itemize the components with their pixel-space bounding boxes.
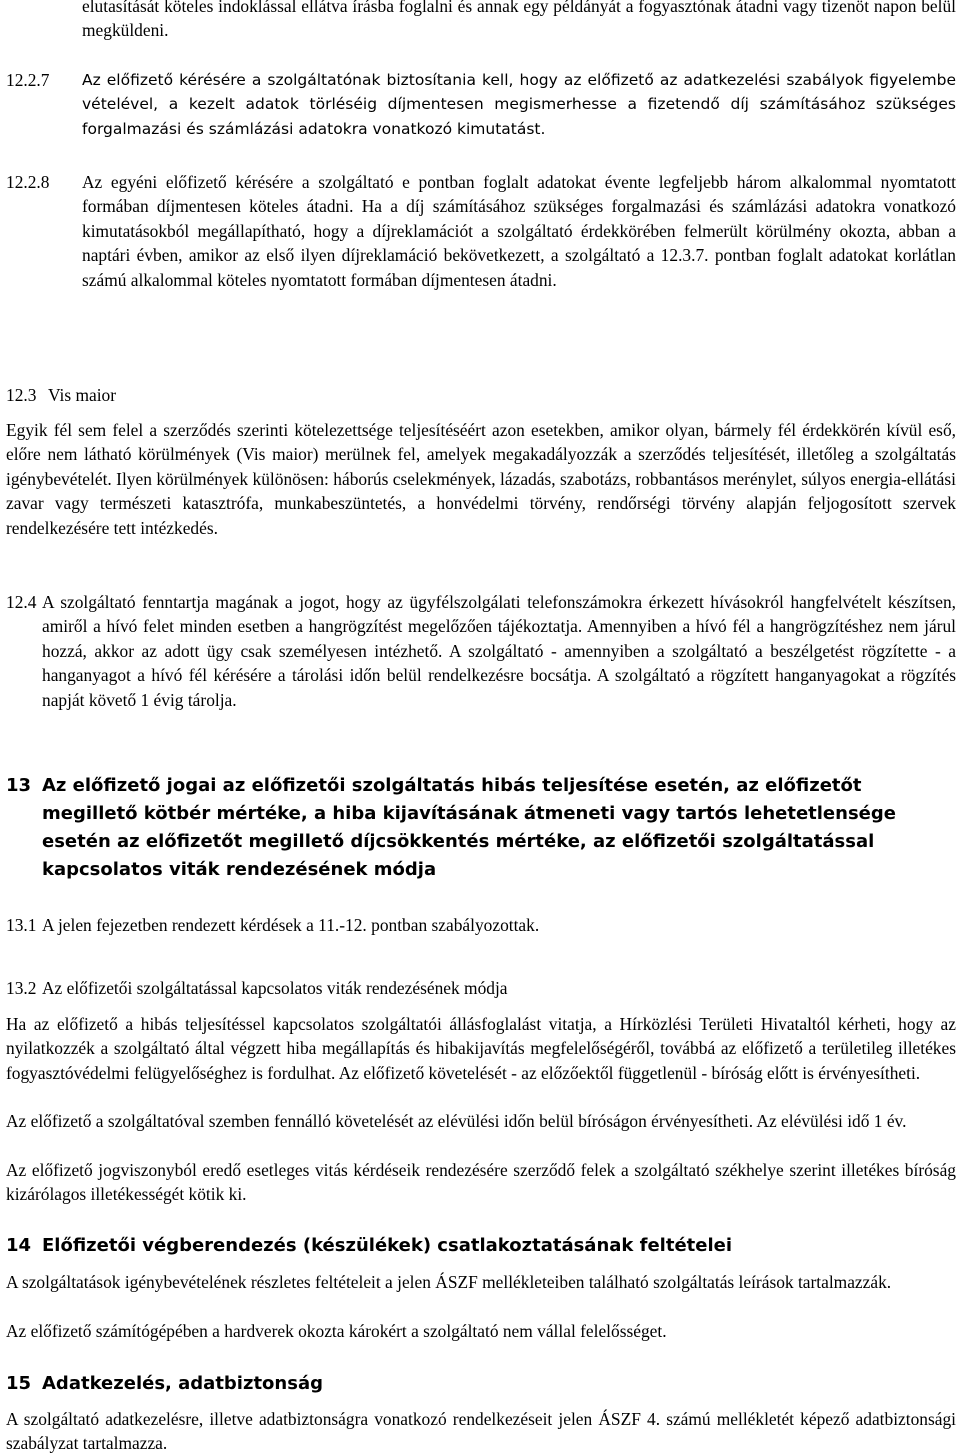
section-title: Az előfizetői szolgáltatással kapcsolatos viták rendezésének módja <box>42 978 508 998</box>
chapter-title: Adatkezelés, adatbiztonság <box>42 1373 323 1394</box>
chapter-13-heading <box>6 772 956 884</box>
section-12-3-body: Egyik fél sem felel a szerződés szerinti kötelezettsége teljesítéséért azon esetekben, amikor olyan, bármely fél érdekkörén kívül eső, előre nem látható körülmények (Vis maior) merülnek fel, amelyek megakadályozzák a szerződés teljesítését, illetőleg a szolgáltatás igénybevételét. Ilyen körülmények különösen: háborús cselekmények, lázadás, szabotázs, robbantásos merénylet, súlyos energia-ellátási zavar vagy természeti katasztrófa, munkabeszüntetés, a honvédelmi törvény, rendőrségi törvény alapján feljogosított szervek rendelkezésére tett intézkedés. <box>6 420 956 538</box>
section-text: A szolgáltató fenntartja magának a jogot, hogy az ügyfélszolgálati telefonszámokra érkezett hívásokról hangfelvételt készítsen, amiről a hívó felet minden esetben a hangrögzítést megelőzően tájékoztatja. Amennyiben a hívó fél a hangrögzítéshez nem járul hozzá, akkor az adott ügy csak személyesen intézhető. A szolgáltató - amennyiben a szolgáltató a beszélgetést rögzítette - a hanganyagot a hívó fél kérésére a tárolási időn belül rendelkezésre bocsátja. A szolgáltató a rögzített hanganyagokat a rögzítés napját követő 1 évig tárolja. <box>42 592 956 710</box>
section-text: Az egyéni előfizető kérésére a szolgáltató e pontban foglalt adatokat évente legfeljebb három alkalommal nyomtatott formában díjmentesen köteles átadni. Ha a díj számításához szükséges forgalmazási és számlázási adatokra vonatkozó kimutatásokból megállapítható, hogy a díjreklamációt a szolgáltató érdekkörében felmerült körülmény okozta, abban a naptári évben, amikor az első ilyen díjreklamáció bekövetkezett, a szolgáltató a 12.3.7. pontban foglalt adatokat korlátlan számú alkalommal köteles nyomtatott formában díjmentesen átadni. <box>82 172 956 290</box>
chapter-15-heading <box>6 1370 323 1398</box>
chapter-14-paragraph-1: A szolgáltatások igénybevételének részletes feltételeit a jelen ÁSZF mellékleteiben található szolgáltatás leírások tartalmazzák. <box>6 1272 892 1292</box>
chapter-15-paragraph-1: A szolgáltató adatkezelésre, illetve adatbiztonságra vonatkozó rendelkezéseit jelen ÁSZF 4. számú mellékletét képező adatbiztonsági szabályzat tartalmazza. <box>6 1409 956 1454</box>
chapter-number: 14 <box>6 1235 32 1256</box>
section-12-4 <box>6 590 956 712</box>
section-13-2-paragraph-1: Ha az előfizető a hibás teljesítéssel kapcsolatos szolgáltatói állásfoglalást vitatja, a Hírközlési Területi Hivataltól kérheti, hogy az nyilatkozzék a szolgáltató által végzett hiba megállapítás és hibakijavítás megfelelőségéről, továbbá az előfizető a területileg illetékes fogyasztóvédelmi felügyelőséghez is fordulhat. Az előfizető követelését - az előzőektől függetlenül - bíróság előtt is érvényesítheti. <box>6 1014 956 1083</box>
section-title: Vis maior <box>48 385 117 405</box>
section-12-3-heading <box>6 383 116 407</box>
section-13-2-heading <box>6 976 508 1000</box>
section-12-2-8 <box>6 170 956 292</box>
chapter-title: Előfizetői végberendezés (készülékek) csatlakoztatásának feltételei <box>42 1235 733 1256</box>
section-text: A jelen fejezetben rendezett kérdések a 11.-12. pontban szabályozottak. <box>42 915 540 935</box>
chapter-title: Az előfizető jogai az előfizetői szolgáltatás hibás teljesítése esetén, az előfizetőt megillető kötbér mértéke, a hiba kijavításának átmeneti vagy tartós lehetetlensége esetén az előfizetőt megillető díjcsökkentés mértéke, az előfizetői szolgáltatással kapcsolatos viták rendezésének módja <box>42 775 896 880</box>
chapter-number: 15 <box>6 1373 32 1394</box>
section-number: 12.4 <box>6 592 37 612</box>
section-13-2-paragraph-3: Az előfizető jogviszonyból eredő esetleges vitás kérdéseik rendezésére szerződő felek a szolgáltató székhelye szerint illetékes bíróság kizárólagos illetékességét kötik ki. <box>6 1160 956 1205</box>
section-number: 12.3 <box>6 385 37 405</box>
section-text: Az előfizető kérésére a szolgáltatónak biztosítania kell, hogy az előfizető az adatkezelési szabályok figyelembe vételével, a kezelt adatok törléséig díjmentesen megismerhesse a fizetendő díj számításához szükséges forgalmazási és számlázási adatokra vonatkozó kimutatást. <box>82 71 956 138</box>
section-number: 13.2 <box>6 978 37 998</box>
section-number: 13.1 <box>6 915 37 935</box>
chapter-number: 13 <box>6 775 32 796</box>
section-13-1 <box>6 913 539 937</box>
chapter-14-paragraph-2: Az előfizető számítógépében a hardverek okozta károkért a szolgáltató nem vállal felelősséget. <box>6 1321 667 1341</box>
section-12-2-7 <box>6 68 956 141</box>
section-number: 12.2.8 <box>6 172 50 192</box>
section-13-2-paragraph-2: Az előfizető a szolgáltatóval szemben fennálló követelését az elévülési időn belül bíróságon érvényesítheti. Az elévülési idő 1 év. <box>6 1111 907 1131</box>
chapter-14-heading <box>6 1232 732 1260</box>
section-number: 12.2.7 <box>6 70 50 90</box>
intro-continuation: elutasítását köteles indoklással ellátva írásba foglalni és annak egy példányát a fogyasztónak átadni vagy tizenöt napon belül megküldeni. <box>82 0 956 41</box>
